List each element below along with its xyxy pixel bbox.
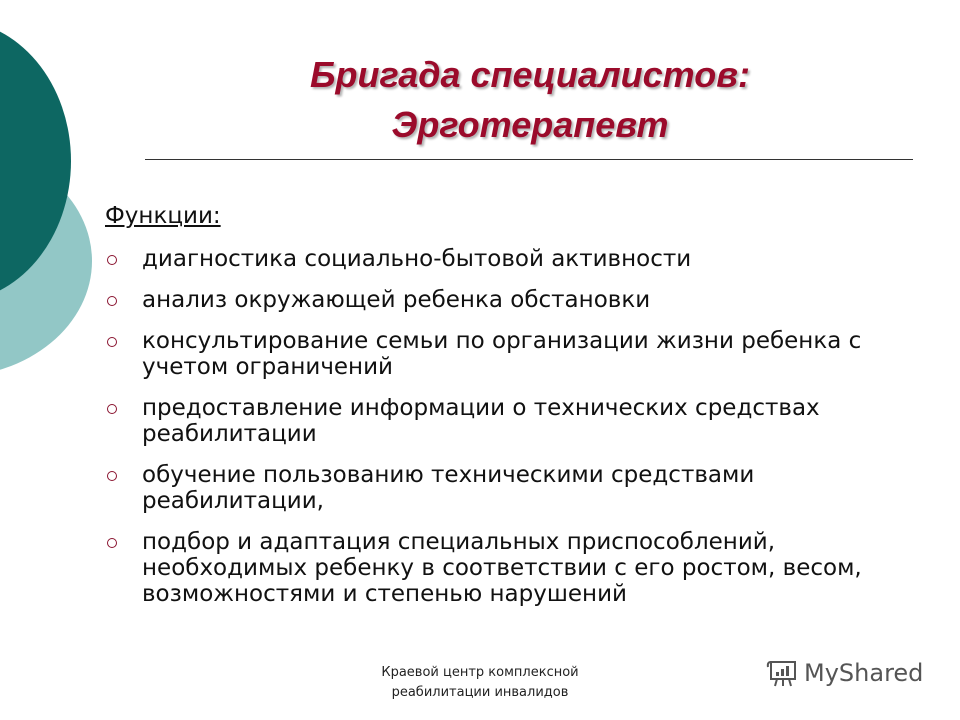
decorative-circles — [0, 0, 100, 400]
list-item-text: подбор и адаптация специальных приспособлений, необходимых ребенку в соответствии с его ростом, весом, возможностями и степенью нарушений — [142, 529, 862, 607]
footer-line-1: Краевой центр комплексной — [381, 665, 579, 680]
list-item — [105, 395, 905, 447]
list-item-text: предоставление информации о технических средствах реабилитации — [142, 395, 820, 447]
bullet-icon — [107, 255, 117, 265]
myshared-watermark — [766, 658, 923, 688]
title-divider — [145, 159, 913, 160]
bullet-icon — [107, 337, 117, 347]
section-heading: Функции: — [105, 203, 221, 229]
list-item — [105, 529, 905, 607]
list-item-text: обучение пользованию техническими средствами реабилитации, — [142, 462, 755, 514]
list-item-text: консультирование семьи по организации жизни ребенка с учетом ограничений — [142, 328, 862, 380]
title-line-2: Эрготерапевт — [391, 104, 669, 145]
presentation-board-icon — [766, 658, 798, 688]
list-item — [105, 328, 905, 380]
slide-title — [150, 50, 910, 150]
list-item — [105, 287, 905, 313]
list-item — [105, 246, 905, 272]
bullet-icon — [107, 404, 117, 414]
watermark-text: MyShared — [804, 659, 924, 687]
list-item-text: диагностика социально-бытовой активности — [142, 246, 692, 272]
functions-list — [105, 246, 905, 622]
list-item-text: анализ окружающей ребенка обстановки — [142, 287, 651, 313]
footer-line-2: реабилитации инвалидов — [391, 685, 569, 700]
slide-footer — [330, 663, 630, 703]
title-line-1: Бригада специалистов: — [310, 54, 750, 95]
bullet-icon — [107, 296, 117, 306]
bullet-icon — [107, 471, 117, 481]
bullet-icon — [107, 538, 117, 548]
list-item — [105, 462, 905, 514]
